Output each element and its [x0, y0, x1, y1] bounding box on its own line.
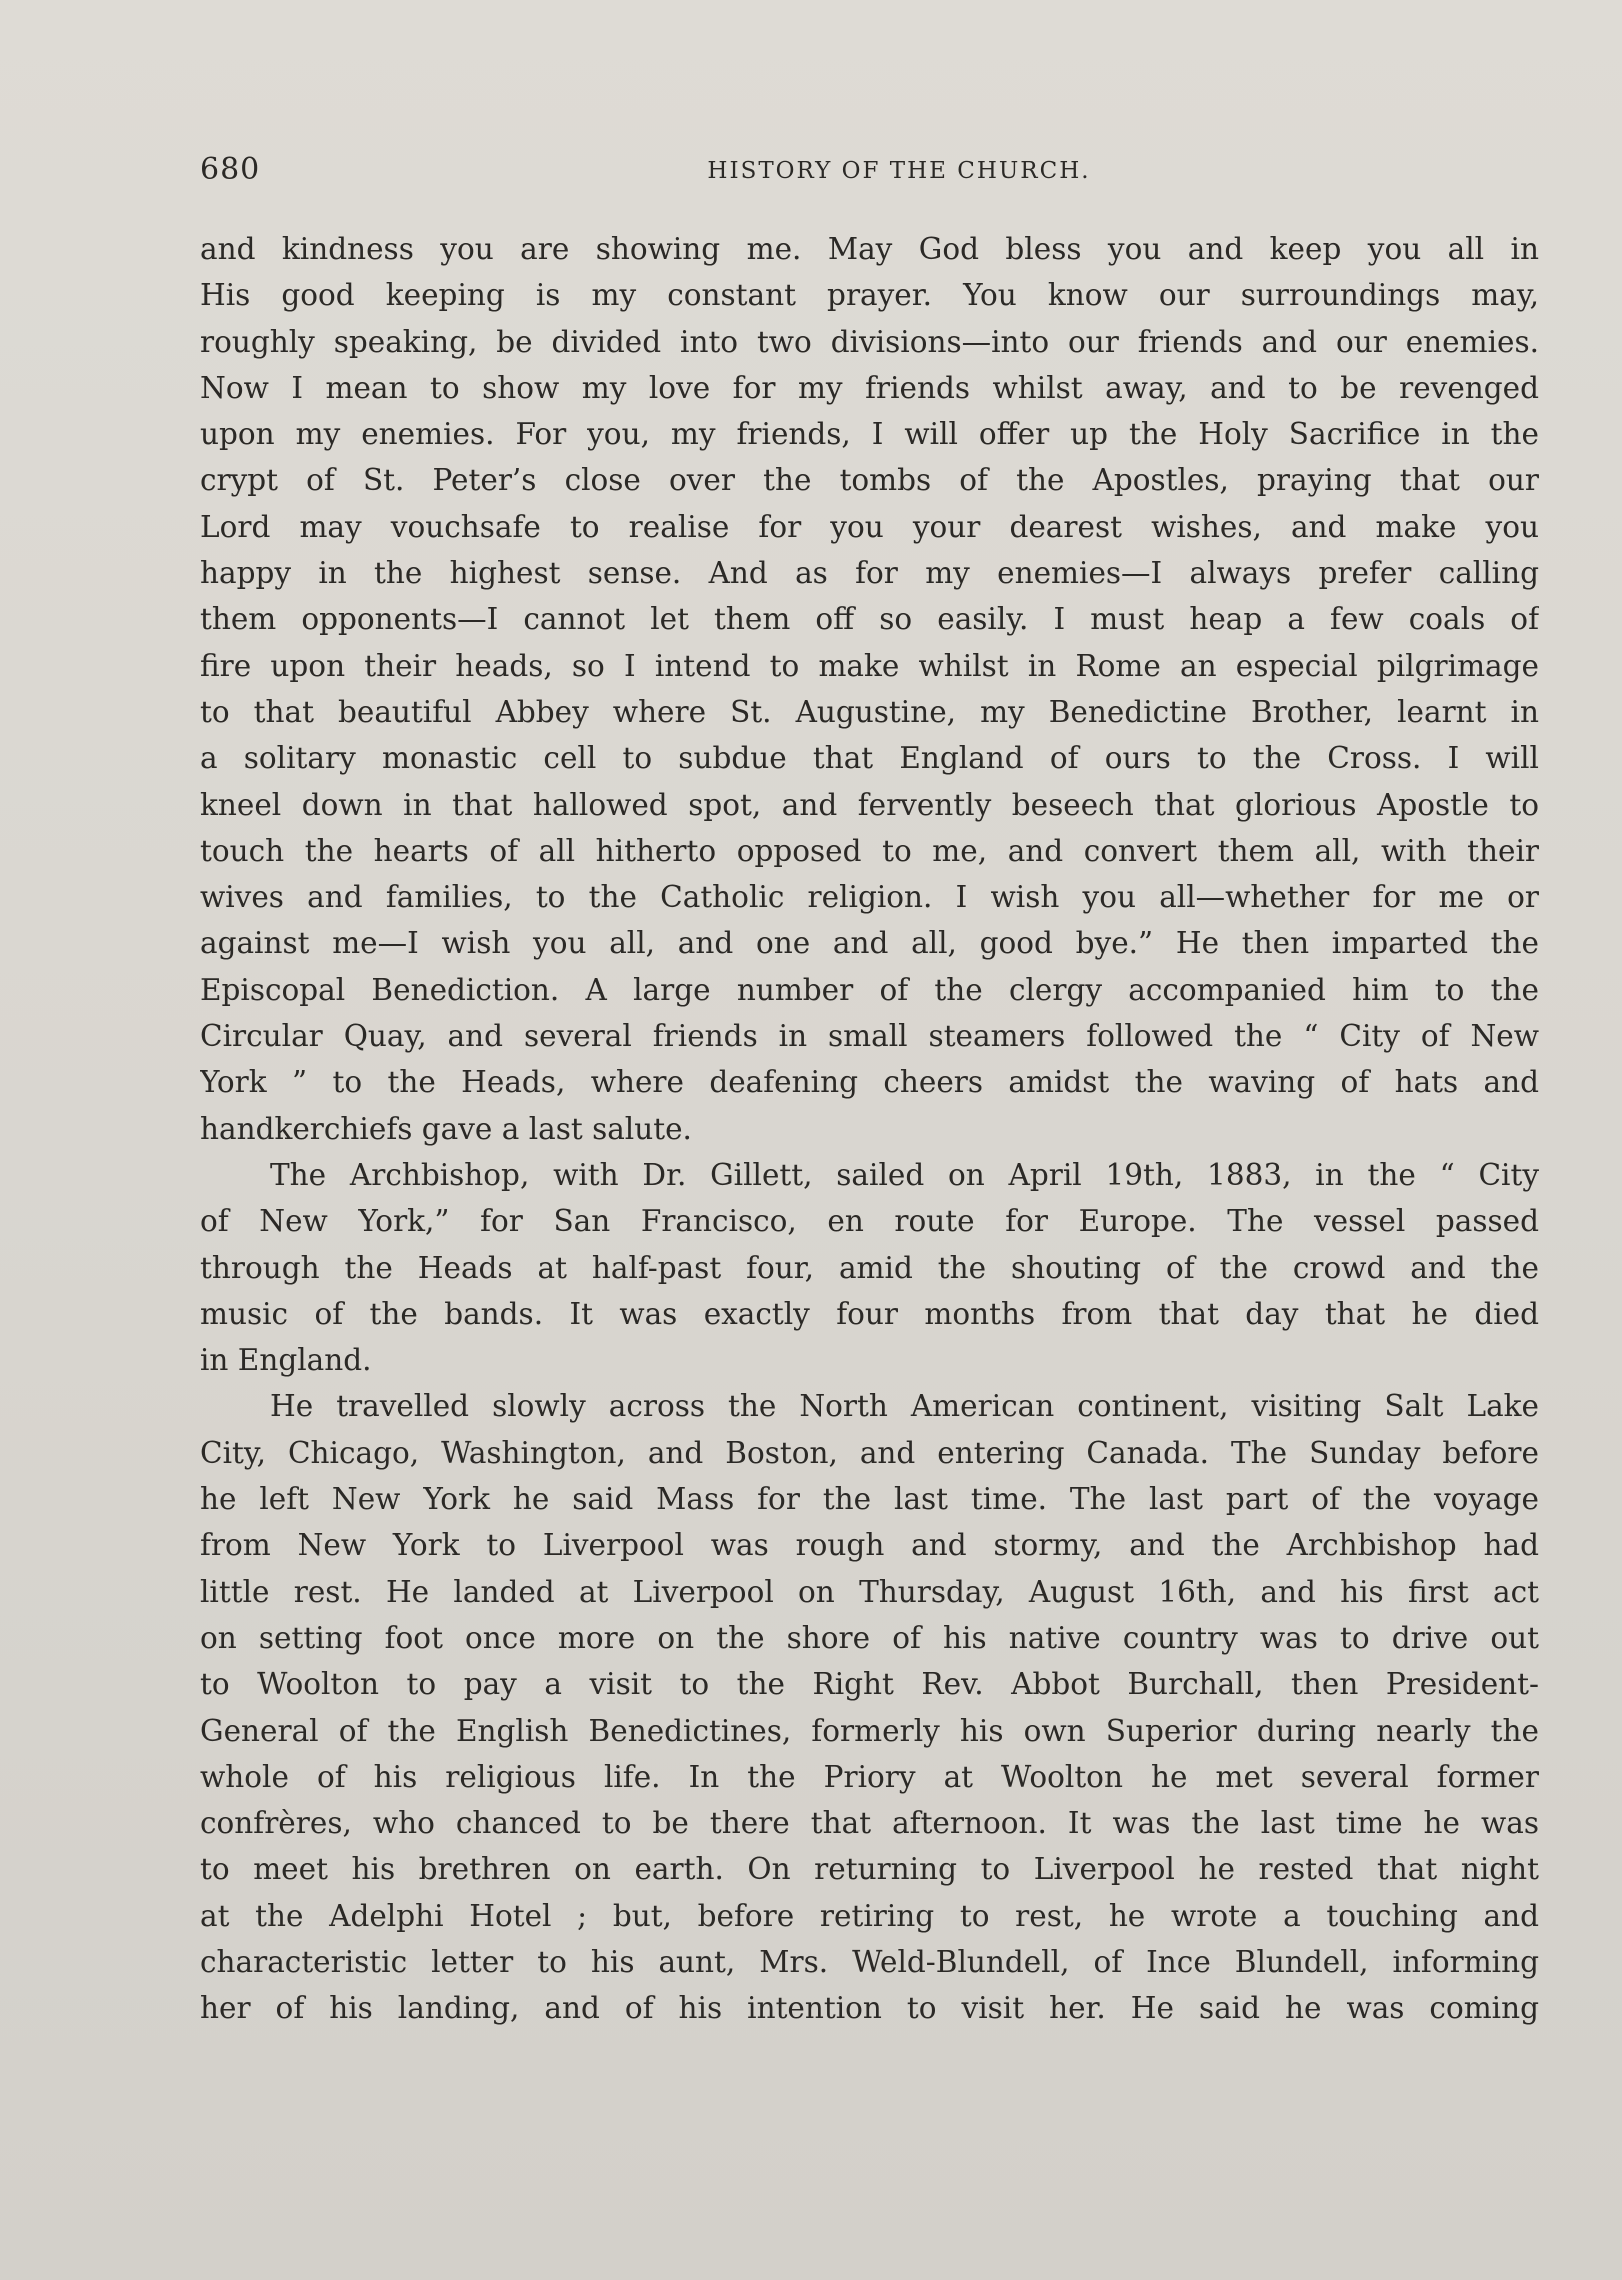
- body-text: [200, 226, 1539, 2032]
- text-line: He travelled slowly across the North American continent, visiting Salt Lake: [270, 1389, 1539, 1424]
- text-line: in England.: [200, 1343, 372, 1378]
- text-line: His good keeping is my constant prayer. You know our surroundings may,: [200, 278, 1539, 313]
- text-line: to Woolton to pay a visit to the Right Rev. Abbot Burchall, then President-: [200, 1667, 1539, 1702]
- text-line: Circular Quay, and several friends in small steamers followed the “ City of New: [200, 1019, 1539, 1054]
- text-line: handkerchiefs gave a last salute.: [200, 1111, 692, 1146]
- text-line: through the Heads at half-past four, amid the shouting of the crowd and the: [200, 1250, 1539, 1285]
- text-line: General of the English Benedictines, formerly his own Superior during nearly the: [200, 1713, 1539, 1748]
- text-line: he left New York he said Mass for the last time. The last part of the voyage: [200, 1482, 1539, 1517]
- text-line: wives and families, to the Catholic religion. I wish you all—whether for me or: [200, 880, 1539, 915]
- text-line: her of his landing, and of his intention to visit her. He said he was coming: [200, 1991, 1539, 2026]
- text-line: to meet his brethren on earth. On returning to Liverpool he rested that night: [200, 1852, 1539, 1887]
- text-line: a solitary monastic cell to subdue that England of ours to the Cross. I will: [200, 741, 1539, 776]
- text-line: happy in the highest sense. And as for my enemies—I always prefer calling: [200, 556, 1539, 591]
- running-title: HISTORY OF THE CHURCH.: [707, 158, 1091, 184]
- running-head: [200, 150, 1540, 190]
- page-number: 680: [200, 152, 261, 187]
- text-line: upon my enemies. For you, my friends, I will offer up the Holy Sacrifice in the: [200, 417, 1539, 452]
- text-line: York ” to the Heads, where deafening cheers amidst the waving of hats and: [200, 1065, 1539, 1100]
- text-line: fire upon their heads, so I intend to make whilst in Rome an especial pilgrimage: [200, 648, 1539, 683]
- text-line: characteristic letter to his aunt, Mrs. Weld-Blundell, of Ince Blundell, informing: [200, 1944, 1539, 1979]
- text-line: Now I mean to show my love for my friends whilst away, and to be revenged: [200, 370, 1539, 405]
- text-line: touch the hearts of all hitherto opposed to me, and convert them all, with their: [200, 833, 1539, 868]
- text-line: roughly speaking, be divided into two divisions—into our friends and our enemies.: [200, 324, 1539, 359]
- text-line: The Archbishop, with Dr. Gillett, sailed on April 19th, 1883, in the “ City: [270, 1157, 1539, 1192]
- text-line: kneel down in that hallowed spot, and fervently beseech that glorious Apostle to: [200, 787, 1539, 822]
- text-line: Lord may vouchsafe to realise for you your dearest wishes, and make you: [200, 509, 1539, 544]
- text-line: to that beautiful Abbey where St. Augustine, my Benedictine Brother, learnt in: [200, 694, 1539, 729]
- text-line: whole of his religious life. In the Priory at Woolton he met several former: [200, 1759, 1539, 1794]
- text-line: City, Chicago, Washington, and Boston, and entering Canada. The Sunday before: [200, 1435, 1539, 1470]
- text-line: on setting foot once more on the shore of his native country was to drive out: [200, 1620, 1539, 1655]
- text-line: Episcopal Benediction. A large number of the clergy accompanied him to the: [200, 972, 1539, 1007]
- text-line: music of the bands. It was exactly four months from that day that he died: [200, 1296, 1539, 1331]
- text-line: crypt of St. Peter’s close over the tombs of the Apostles, praying that our: [200, 463, 1539, 498]
- text-line: at the Adelphi Hotel ; but, before retiring to rest, he wrote a touching and: [200, 1898, 1539, 1933]
- text-line: little rest. He landed at Liverpool on Thursday, August 16th, and his first act: [200, 1574, 1539, 1609]
- text-line: against me—I wish you all, and one and all, good bye.” He then imparted the: [200, 926, 1539, 961]
- text-line: of New York,” for San Francisco, en route for Europe. The vessel passed: [200, 1204, 1539, 1239]
- text-line: them opponents—I cannot let them off so easily. I must heap a few coals of: [200, 602, 1539, 637]
- text-line: and kindness you are showing me. May God bless you and keep you all in: [200, 232, 1539, 266]
- text-line: from New York to Liverpool was rough and stormy, and the Archbishop had: [200, 1528, 1539, 1563]
- text-line: confrères, who chanced to be there that afternoon. It was the last time he was: [200, 1806, 1539, 1841]
